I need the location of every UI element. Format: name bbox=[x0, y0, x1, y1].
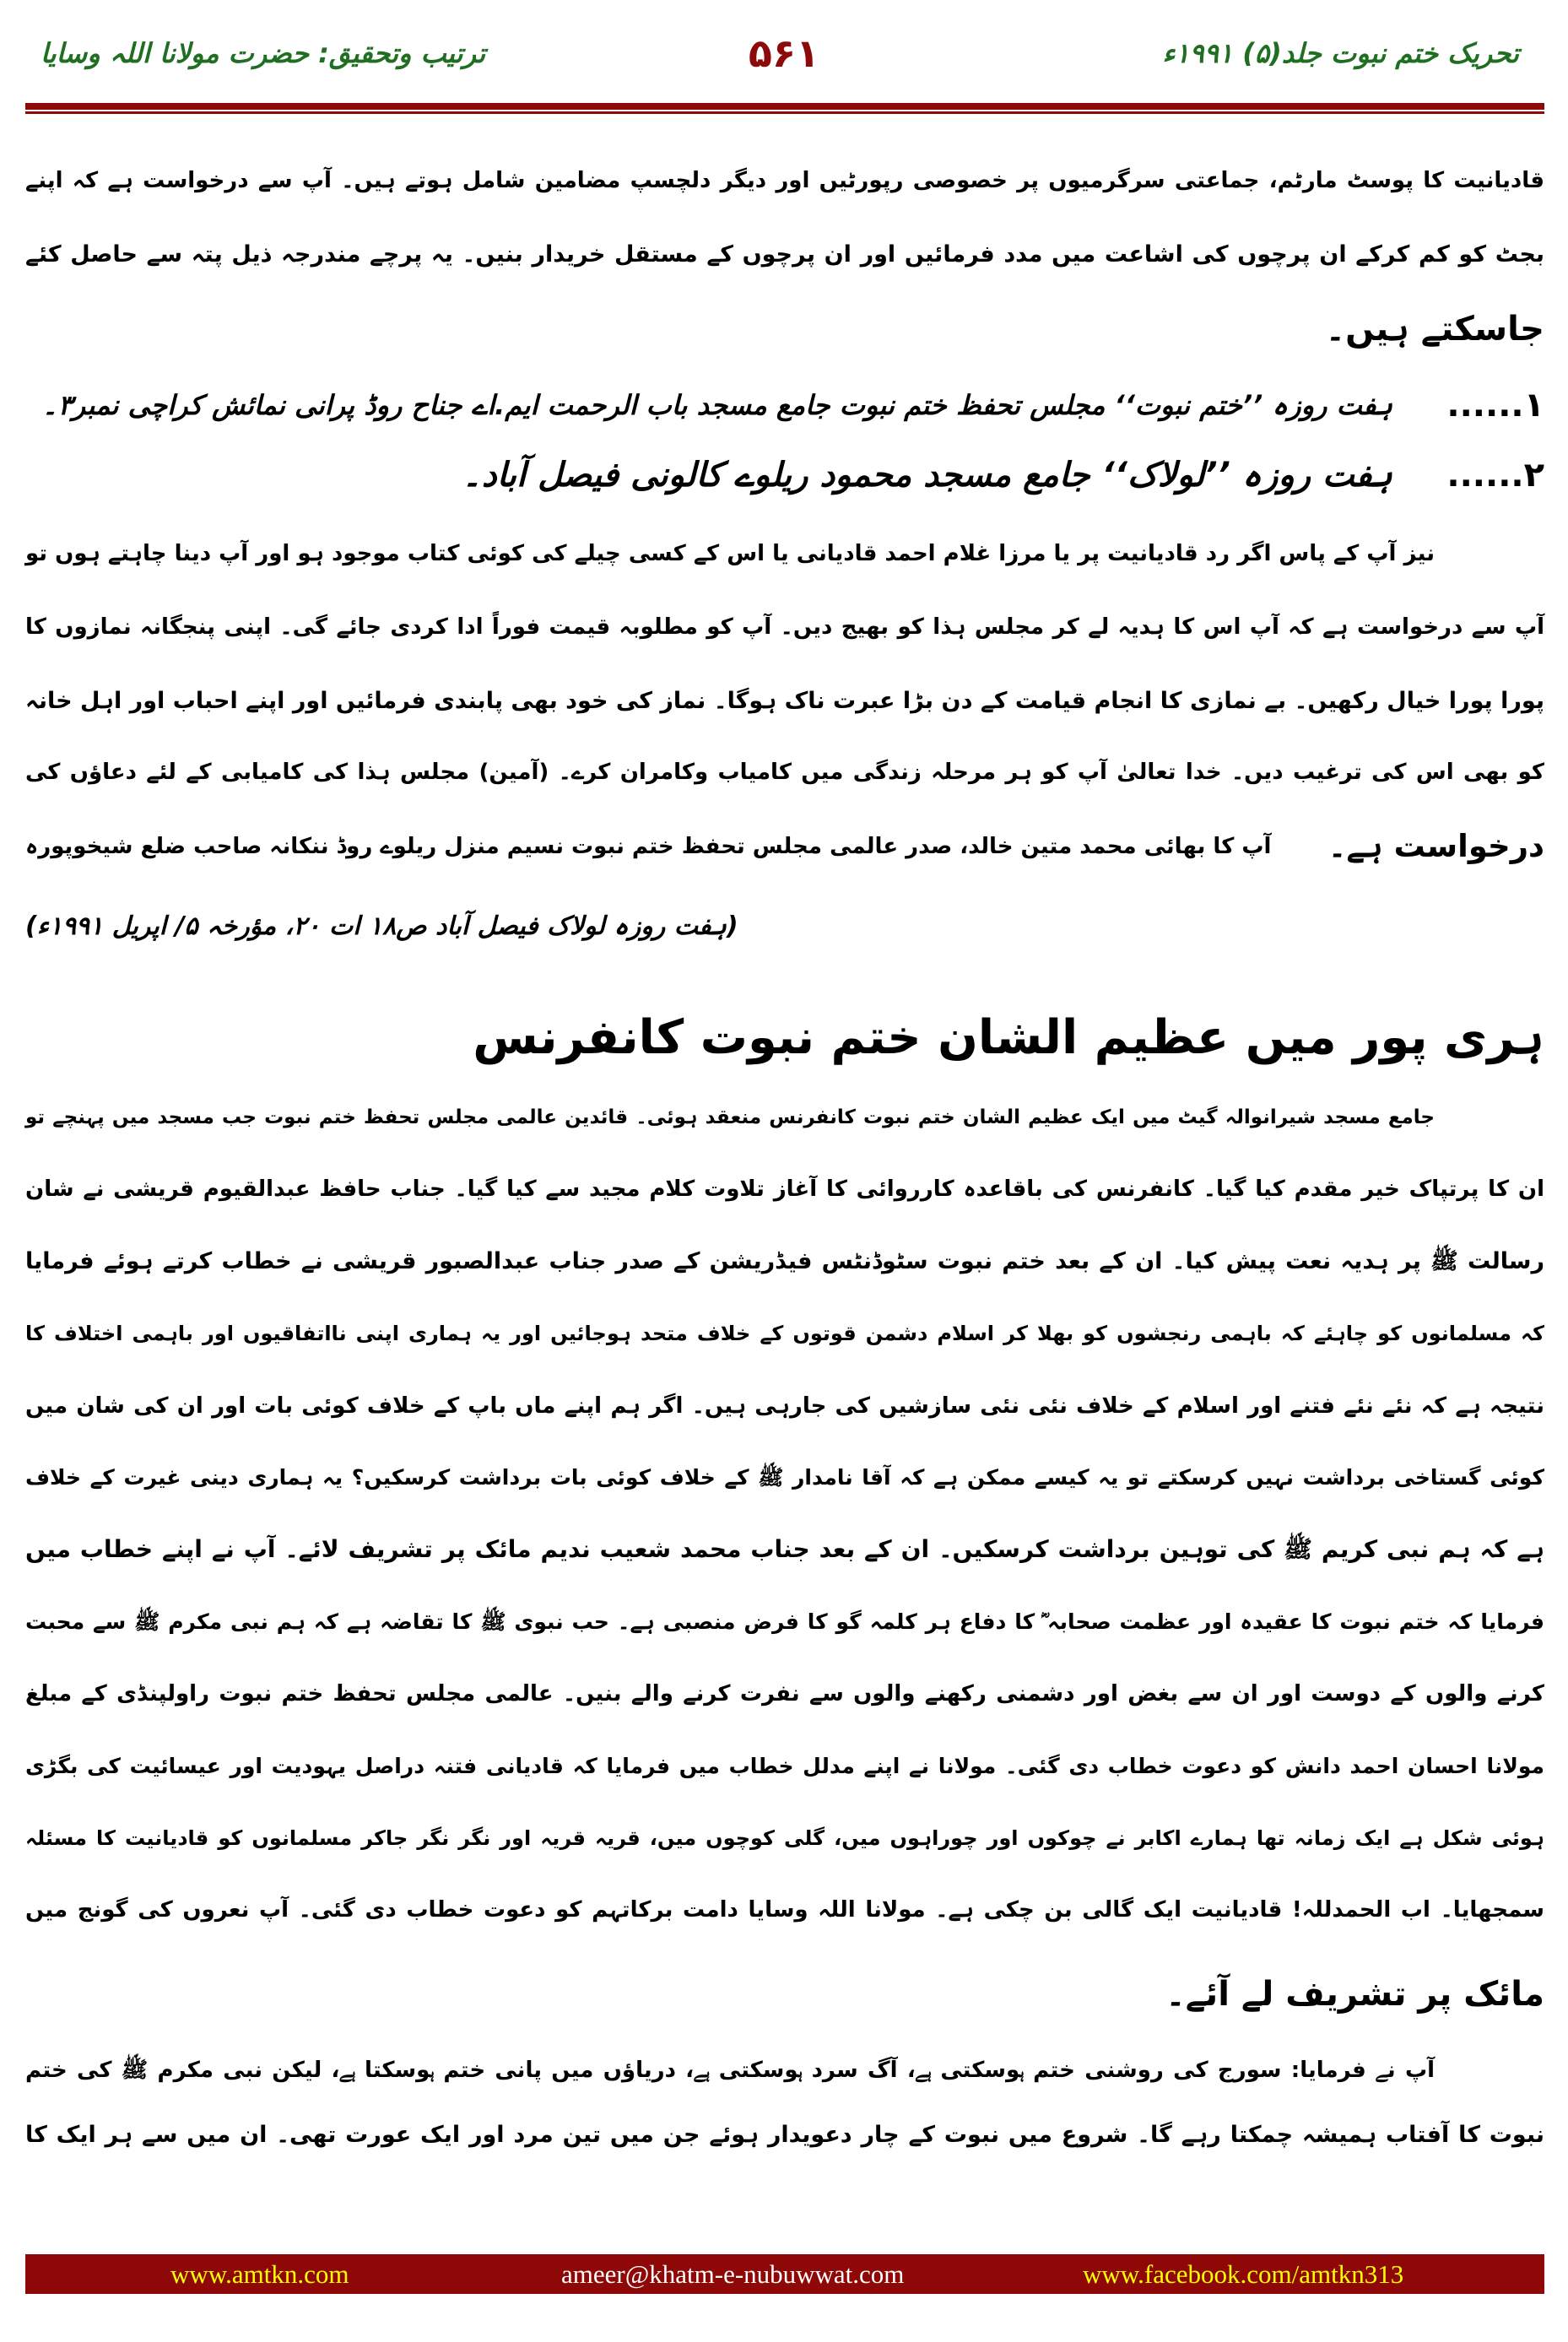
email-link[interactable]: ameer@khatm-e-nubuwwat.com bbox=[561, 2259, 905, 2289]
paragraph-line: بجٹ کو کم کرکے ان پرچوں کی اشاعت میں مدد فرمائیں اور ان پرچوں کے مستقل خریدار بنیں۔ یہ پرچے مندرجہ ذیل پتہ سے حاصل کئے bbox=[25, 241, 1544, 268]
paragraph-line: پورا پورا خیال رکھیں۔ بے نمازی کا انجام قیامت کے دن بڑا عبرت ناک ہوگا۔ نماز کی خود بھی پابندی فرمائیں اور اپنے احباب اور اہل خانہ bbox=[25, 688, 1544, 714]
paragraph-line: رسالت ﷺ پر ہدیہ نعت پیش کیا۔ ان کے بعد ختم نبوت سٹوڈنٹس فیڈریشن کے صدر جناب عبدالصبور قریشی نے خطاب کرتے ہوئے فرمایا bbox=[25, 1248, 1544, 1274]
paragraph-line: کوئی گستاخی برداشت نہیں کرسکتے تو یہ کیسے ممکن ہے کہ آقا نامدار ﷺ کے خلاف کوئی بات برداشت کرسکیں؟ یہ ہماری دینی غیرت کے خلاف bbox=[25, 1465, 1544, 1490]
list-item-number: ۲...... bbox=[1446, 456, 1544, 495]
citation: (ہفت روزہ لولاک فیصل آباد ص۱۸ ات ۲۰، مؤرخہ ۵/ اپریل ۱۹۹۱ء) bbox=[25, 911, 738, 941]
paragraph-line: سمجھایا۔ اب الحمدللہ! قادیانیت ایک گالی بن چکی ہے۔ مولانا اللہ وسایا دامت برکاتہم کو دعوت خطاب دی گئی۔ آپ نعروں کی گونج میں bbox=[25, 1897, 1544, 1923]
facebook-link[interactable]: www.facebook.com/amtkn313 bbox=[1083, 2259, 1404, 2289]
paragraph-line: آپ نے فرمایا: سورج کی روشنی ختم ہوسکتی ہے، آگ سرد ہوسکتی ہے، دریاؤں میں پانی ختم ہوسکتا ہے، لیکن نبی مکرم ﷺ کی ختم bbox=[25, 2058, 1435, 2083]
paragraph-line: فرمایا کہ ختم نبوت کا عقیدہ اور عظمت صحابہ ؓ کا دفاع ہر کلمہ گو کا فرض منصبی ہے۔ حب نبوی ﷺ کا تقاضہ ہے کہ ہم نبی مکرم ﷺ سے محبت bbox=[25, 1609, 1544, 1634]
paragraph-line: مائک پر تشریف لے آئے۔ bbox=[1165, 1975, 1544, 2014]
website-link[interactable]: www.amtkn.com bbox=[170, 2259, 349, 2289]
paragraph-line: ہوئی شکل ہے ایک زمانہ تھا ہمارے اکابر نے چوکوں اور چوراہوں میں، گلی کوچوں میں، قریہ قریہ اور نگر نگر جاکر مسلمانوں کو قادیانیت کا مسئلہ bbox=[25, 1826, 1544, 1850]
paragraph-line: جامع مسجد شیرانوالہ گیٹ میں ایک عظیم الشان ختم نبوت کانفرنس منعقد ہوئی۔ قائدین عالمی مجلس تحفظ ختم نبوت جب مسجد میں پہنچے تو bbox=[25, 1106, 1435, 1128]
signature: آپ کا بھائی محمد متین خالد، صدر عالمی مجلس تحفظ ختم نبوت نسیم منزل ریلوے روڈ ننکانہ صاحب ضلع شیخوپورہ bbox=[25, 834, 1272, 859]
header-rule-thick bbox=[25, 103, 1544, 110]
list-item-number: ۱...... bbox=[1446, 386, 1544, 425]
paragraph-line: نیز آپ کے پاس اگر رد قادیانیت پر یا مرزا غلام احمد قادیانی یا اس کے کسی چیلے کی کوئی کتاب موجود ہو اور آپ دینا چاہتے ہوں تو bbox=[25, 541, 1435, 566]
signature-line bbox=[25, 810, 1544, 883]
paragraph-line: نتیجہ ہے کہ نئے نئے فتنے اور اسلام کے خلاف نئی نئی سازشیں کی جارہی ہیں۔ اگر ہم اپنے ماں باپ کے خلاف کوئی بات اور ان کی شان میں bbox=[25, 1393, 1544, 1419]
list-item-text: ہفت روزہ ’’ختم نبوت‘‘ مجلس تحفظ ختم نبوت جامع مسجد باب الرحمت ایم.اے جناح روڈ پرانی نمائش کراچی نمبر۳۔ bbox=[41, 389, 1392, 421]
list-item bbox=[25, 369, 1544, 441]
section-heading: ہری پور میں عظیم الشان ختم نبوت کانفرنس bbox=[473, 1010, 1544, 1065]
book-title: تحریک ختم نبوت جلد(۵) ۱۹۹۱ء bbox=[1162, 37, 1519, 69]
paragraph-line: قادیانیت کا پوسٹ مارٹم، جماعتی سرگرمیوں پر خصوصی رپورٹیں اور دیگر دلچسپ مضامین شامل ہوتے ہیں۔ آپ سے درخواست ہے کہ اپنے bbox=[25, 168, 1544, 193]
footer-bar bbox=[25, 2254, 1544, 2294]
paragraph-line: آپ سے درخواست ہے کہ آپ اس کا ہدیہ لے کر مجلس ہذا کو بھیج دیں۔ آپ کو مطلوبہ قیمت فوراً ادا کردی جائے گی۔ اپنی پنجگانہ نمازوں کا bbox=[25, 614, 1544, 640]
closing-text: درخواست ہے۔ bbox=[1327, 828, 1544, 864]
page-number: ۵۶۱ bbox=[748, 30, 820, 76]
list-item-text: ہفت روزہ ’’لولاک‘‘ جامع مسجد محمود ریلوے کالونی فیصل آباد۔ bbox=[462, 456, 1392, 495]
paragraph-line: نبوت کا آفتاب ہمیشہ چمکتا رہے گا۔ شروع میں نبوت کے چار دعویدار ہوئے جن میں تین مرد اور ایک عورت تھی۔ ان میں سے ہر ایک کا bbox=[25, 2122, 1544, 2148]
header-rule-thin bbox=[25, 111, 1544, 114]
paragraph-line: جاسکتے ہیں۔ bbox=[1325, 310, 1544, 349]
list-item bbox=[25, 439, 1544, 511]
paragraph-line: کو بھی اس کی ترغیب دیں۔ خدا تعالیٰ آپ کو ہر مرحلہ زندگی میں کامیاب وکامران کرے۔ (آمین) مجلس ہذا کی کامیابی کے لئے دعاؤں کی bbox=[25, 760, 1544, 785]
paragraph-line: مولانا احسان احمد دانش کو دعوت خطاب دی گئی۔ مولانا نے اپنے مدلل خطاب میں فرمایا کہ قادیانی فتنہ دراصل یہودیت اور عیسائیت کی بگڑی bbox=[25, 1754, 1544, 1778]
paragraph-line: ان کا پرتپاک خیر مقدم کیا گیا۔ کانفرنس کی باقاعدہ کارروائی کا آغاز تلاوت کلام مجید سے کیا گیا۔ جناب حافظ عبدالقیوم قریشی نے شان bbox=[25, 1176, 1544, 1202]
paragraph-line: کرنے والوں کے دوست اور ان سے بغض اور دشمنی رکھنے والوں سے نفرت کرنے والے بنیں۔ عالمی مجلس تحفظ ختم نبوت راولپنڈی کے مبلغ bbox=[25, 1681, 1544, 1706]
paragraph-line: ہے کہ ہم نبی کریم ﷺ کی توہین برداشت کرسکیں۔ ان کے بعد جناب محمد شعیب ندیم مائک پر تشریف لائے۔ آپ نے اپنے خطاب میں bbox=[25, 1535, 1544, 1563]
compiler-credit: ترتیب وتحقیق: حضرت مولانا اللہ وسایا bbox=[41, 37, 486, 69]
paragraph-line: کہ مسلمانوں کو چاہئے کہ باہمی رنجشوں کو بھلا کر اسلام دشمن قوتوں کے خلاف متحد ہوجائیں اور یہ ہماری اپنی نااتفاقیوں اور باہمی اختلاف کا bbox=[25, 1322, 1544, 1345]
